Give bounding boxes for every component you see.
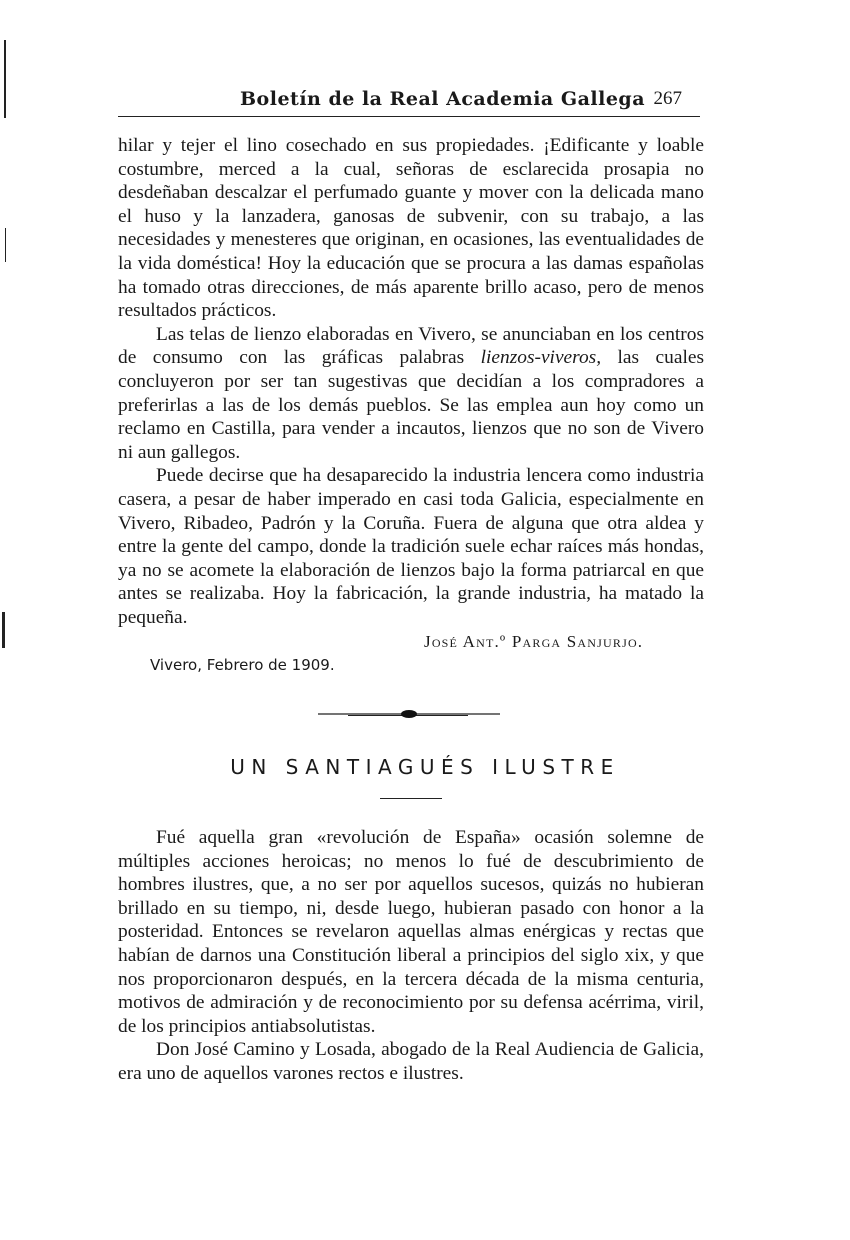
page-header [118,86,700,117]
italic-phrase: lienzos-viveros, [480,347,602,369]
paragraph-text: las cuales concluyeron por ser tan sugestivas que decidían a los compradores a preferirlas a las de los demás pueblos. Se las emplea aun hoy como un reclamo en Castilla, para vender a incautos, lienzos que no son de Vivero ni aun gallegos. [118,347,704,463]
article-2-title: UN SANTIAGUÉS ILUSTRE [230,755,620,779]
section-divider-ornament [318,707,500,721]
article-1-body [118,134,704,629]
scan-edge-mark [5,228,6,262]
paragraph: Fué aquella gran «revolución de España» ocasión solemne de múltiples acciones heroicas; no menos lo fué de descubrimiento de hombres ilustres, que, a no ser por aquellos sucesos, quizás no hubieran brillado en su tiempo, ni, desde luego, hubieran pasado con honor a la posteridad. Entonces se revelaron aquellas almas enérgicas y rectas que habían de darnos una Constitución liberal a principios del siglo xix, y que nos proporcionaron después, en la tercera década de la misma centuria, motivos de admiración y de reconocimiento por su defensa acérrima, viril, de los principios antiabsolutistas. [118,827,704,1037]
page-number: 267 [653,88,682,109]
paragraph [118,323,704,465]
paragraph: Don José Camino y Losada, abogado de la Real Audiencia de Galicia, era uno de aquellos varones rectos e ilustres. [118,1039,704,1084]
paragraph: hilar y tejer el lino cosechado en sus propiedades. ¡Edificante y loable costumbre, merced a la cual, señoras de esclarecida prosapia no desdeñaban descalzar el perfumado guante y mover con la delicada mano el huso y la lanzadera, ganosas de subvenir, con su trabajo, a las necesidades y menesteres que originan, en ocasiones, las eventualidades de la vida doméstica! Hoy la educación que se procura a las damas españolas ha tomado otras direcciones, de más aparente brillo acaso, pero de menos resultados prácticos. [118,135,704,322]
scan-edge-mark [2,612,5,648]
article-2-body [118,826,704,1086]
scan-edge-mark [4,40,6,118]
title-underline-rule [380,798,442,799]
dateline: Vivero, Febrero de 1909. [150,656,335,674]
running-title: Boletín de la Real Academia Gallega [240,88,646,110]
paragraph-text: Las telas de lienzo elaboradas en Vivero, se anunciaban en los centros de consumo con las gráficas palabras [118,323,704,369]
paragraph: Puede decirse que ha desaparecido la industria lencera como industria casera, a pesar de haber imperado en casi toda Galicia, especialmente en Vivero, Ribadeo, Padrón y la Coruña. Fuera de alguna que otra aldea y entre la gente del campo, donde la tradición suele echar raíces más hondas, ya no se acomete la elaboración de lienzos bajo la forma patriarcal en que antes se realizaba. Hoy la fabricación, la grande industria, ha matado la pequeña. [118,465,704,628]
author-signature: José Ant.º Parga Sanjurjo. [424,632,644,651]
